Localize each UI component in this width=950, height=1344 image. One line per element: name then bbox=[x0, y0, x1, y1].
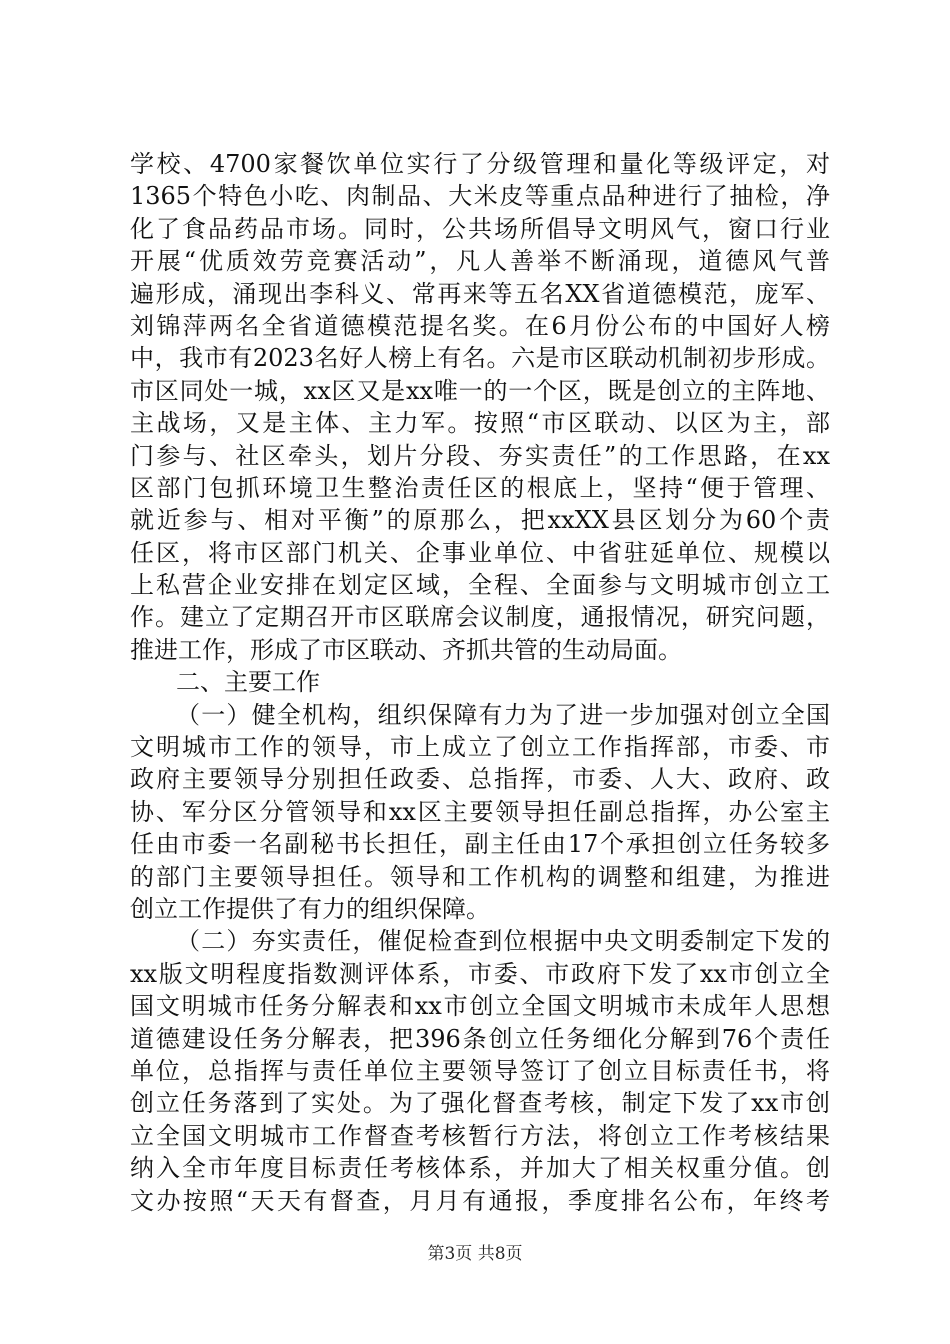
text-line: 1365个特色小吃、肉制品、大米皮等重点品种进行了抽检，净 bbox=[130, 182, 830, 211]
paragraph-2 bbox=[130, 699, 830, 926]
text-line: 立全国文明城市工作督查考核暂行方法，将创立工作考核结果 bbox=[130, 1121, 830, 1150]
page-number-footer: 第3页 共8页 bbox=[427, 1244, 523, 1264]
text-line: 刘锦萍两名全省道德模范提名奖。在6月份公布的中国好人榜 bbox=[130, 311, 830, 340]
text-line: 学校、4700家餐饮单位实行了分级管理和量化等级评定，对 bbox=[130, 150, 830, 178]
text-line: 作。建立了定期召开市区联席会议制度，通报情况，研究问题， bbox=[130, 603, 830, 632]
text-line: 化了食品药品市场。同时，公共场所倡导文明风气，窗口行业 bbox=[130, 214, 830, 243]
paragraph-3 bbox=[130, 925, 830, 1217]
document-body bbox=[130, 148, 830, 1217]
text-line: 市区同处一城，xx区又是xx唯一的一个区，既是创立的主阵地、 bbox=[130, 376, 830, 405]
section-heading: 二、主要工作 bbox=[176, 668, 320, 697]
text-line: 创立工作提供了有力的组织保障。 bbox=[130, 894, 490, 923]
text-line: 区部门包抓环境卫生整治责任区的根底上，坚持“便于管理、 bbox=[130, 473, 830, 502]
text-line: （二）夯实责任，催促检查到位根据中央文明委制定下发的 bbox=[176, 927, 830, 956]
text-line: 主战场，又是主体、主力军。按照“市区联动、以区为主，部 bbox=[130, 409, 830, 438]
text-line: 开展“优质效劳竞赛活动”，凡人善举不断涌现，道德风气普 bbox=[130, 247, 830, 276]
text-line: 协、军分区分管领导和xx区主要领导担任副总指挥，办公室主 bbox=[130, 797, 830, 826]
text-line: 文明城市工作的领导，市上成立了创立工作指挥部，市委、市 bbox=[130, 733, 830, 762]
text-line: 门参与、社区牵头，划片分段、夯实责任”的工作思路，在xx bbox=[130, 441, 830, 470]
text-line: 创立任务落到了实处。为了强化督查考核，制定下发了xx市创 bbox=[130, 1089, 830, 1118]
text-line: 上私营企业安排在划定区域，全程、全面参与文明城市创立工 bbox=[130, 571, 830, 600]
text-line: 任区，将市区部门机关、企事业单位、中省驻延单位、规模以 bbox=[130, 538, 830, 567]
text-line: 就近参与、相对平衡”的原那么，把xxXX县区划分为60个责 bbox=[130, 506, 830, 535]
paragraph-1 bbox=[130, 148, 830, 666]
text-line: 中，我市有2023名好人榜上有名。六是市区联动机制初步形成。 bbox=[130, 344, 830, 373]
text-line: 国文明城市任务分解表和xx市创立全国文明城市未成年人思想 bbox=[130, 992, 830, 1021]
text-line: 遍形成，涌现出李科义、常再来等五名XX省道德模范，庞军、 bbox=[130, 279, 830, 308]
text-line: 文办按照“天天有督查，月月有通报，季度排名公布，年终考 bbox=[130, 1186, 830, 1215]
text-line: 纳入全市年度目标责任考核体系，并加大了相关权重分值。创 bbox=[130, 1154, 830, 1183]
text-line: xx版文明程度指数测评体系，市委、市政府下发了xx市创立全 bbox=[130, 959, 830, 988]
text-line: 任由市委一名副秘书长担任，副主任由17个承担创立任务较多 bbox=[130, 830, 830, 859]
text-line: 推进工作，形成了市区联动、齐抓共管的生动局面。 bbox=[130, 635, 682, 664]
text-line: 单位，总指挥与责任单位主要领导签订了创立目标责任书，将 bbox=[130, 1056, 830, 1085]
text-line: （一）健全机构，组织保障有力为了进一步加强对创立全国 bbox=[176, 700, 830, 729]
text-line: 政府主要领导分别担任政委、总指挥，市委、人大、政府、政 bbox=[130, 765, 830, 794]
text-line: 的部门主要领导担任。领导和工作机构的调整和组建，为推进 bbox=[130, 862, 830, 891]
text-line: 道德建设任务分解表，把396条创立任务细化分解到76个责任 bbox=[130, 1024, 830, 1053]
